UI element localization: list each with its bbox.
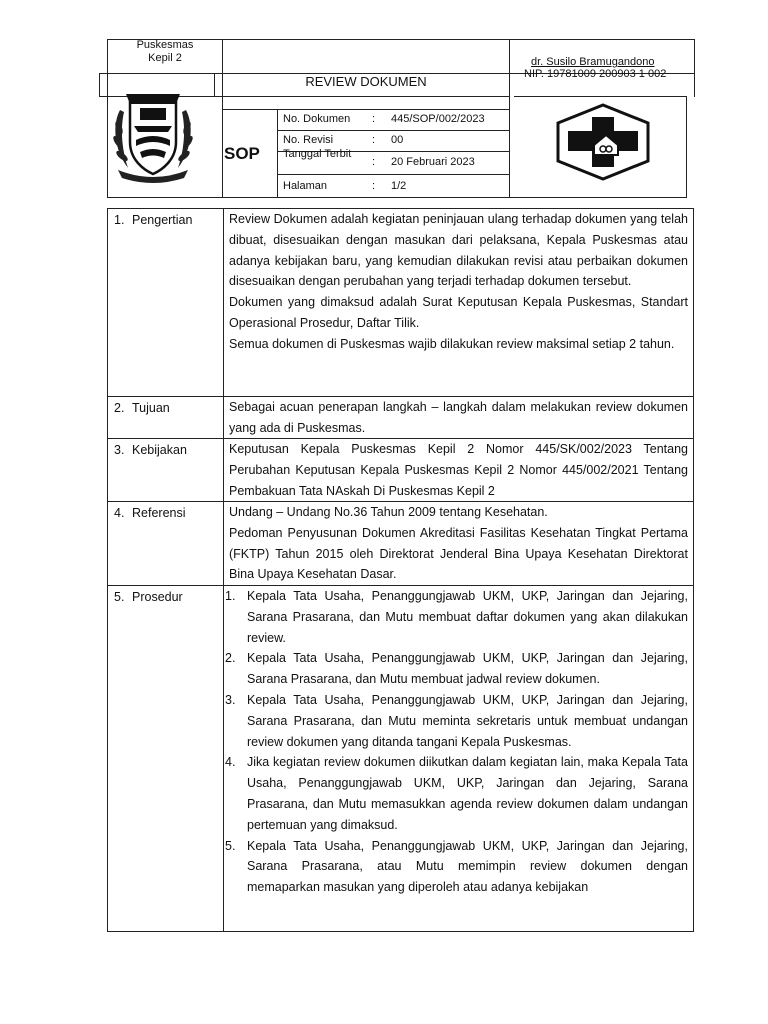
paragraph: Semua dokumen di Puskesmas wajib dilakukan review maksimal setiap 2 tahun. xyxy=(229,336,675,351)
step-text: Kepala Tata Usaha, Penanggungjawab UKM, UKP, Jaringan dan Jejaring, Sarana Prasarana, atau Mutu memimpin review dokumen dengan memaparkan masukan yang diperoleh atau adanya kebijakan xyxy=(247,838,688,895)
meta-sep: : xyxy=(372,134,376,146)
step-number: 3. xyxy=(225,692,236,707)
paragraph: Dokumen yang dimaksud adalah Surat Keputusan Kepala Puskesmas, Standart Operasional Prosedur, Daftar Tilik. xyxy=(229,295,688,330)
procedure-step xyxy=(225,752,688,835)
meta-label: No. Revisi xyxy=(283,134,334,146)
puskesmas-cross-house-icon xyxy=(538,103,668,181)
procedure-step xyxy=(225,586,688,648)
step-text: Jika kegiatan review dokumen diikutkan dalam kegiatan lain, maka Kepala Tata Usaha, Penanggungjawab UKM, UKP, Jaringan dan Jejaring, Sarana Prasarana, dan Mutu memasukkan agenda review dokumen dalam undangan pertemuan yang dimaksud. xyxy=(247,755,688,832)
org-name-line1: Puskesmas xyxy=(136,39,194,51)
section-label xyxy=(114,398,170,419)
section-number: 1. xyxy=(114,213,125,227)
step-text: Kepala Tata Usaha, Penanggungjawab UKM, UKP, Jaringan dan Jejaring, Sarana Prasarana, dan Mutu membuat jadwal review dokumen. xyxy=(247,651,688,687)
paragraph: Keputusan Kepala Puskesmas Kepil 2 Nomor 445/SK/002/2023 Tentang Perubahan Keputusan Kepala Puskesmas Kepil 2 Nomor 445/002/2021 Tentang Pembakuan Tata NAskah Di Puskesmas Kepil 2 xyxy=(229,442,688,498)
step-text: Kepala Tata Usaha, Penanggungjawab UKM, UKP, Jaringan dan Jejaring, Sarana Prasarana, dan Mutu meminta sekretaris untuk membuat undangan review dokumen yang ditanda tangani Kepala Puskesmas. xyxy=(247,692,688,749)
meta-value: 1/2 xyxy=(391,180,407,192)
paragraph: Undang – Undang No.36 Tahun 2009 tentang Kesehatan. xyxy=(229,505,548,519)
step-number: 1. xyxy=(225,589,236,603)
meta-value: 00 xyxy=(391,134,404,146)
section-row xyxy=(108,501,693,586)
section-body xyxy=(229,397,688,439)
section-label xyxy=(114,440,187,461)
step-number: 2. xyxy=(225,651,236,666)
step-number: 4. xyxy=(225,755,236,770)
paragraph: Review Dokumen adalah kegiatan peninjauan ulang terhadap dokumen yang telah dibuat, disesuaikan dengan masukan dari pelaksana, Kepala Puskesmas atau adanya kebijakan baru, yang kemudian dilakukan revisi atau perbaikan dokumen disesuaikan dengan perubahan yang terjadi terhadap dokumen tersebut. xyxy=(229,212,688,289)
meta-label: Halaman xyxy=(283,180,328,192)
sop-content-table xyxy=(107,208,694,932)
paragraph: Pedoman Penyusunan Dokumen Akreditasi Fasilitas Kesehatan Tingkat Pertama (FKTP) Tahun 2015 oleh Direktorat Jenderal Bina Upaya Kesehatan Direktorat Bina Upaya Kesehatan Dasar. xyxy=(229,525,688,582)
section-row xyxy=(108,438,693,502)
procedure-step xyxy=(225,836,688,898)
section-body xyxy=(229,502,688,585)
section-title: Referensi xyxy=(132,506,186,520)
meta-sep: : xyxy=(372,113,376,125)
procedure-step xyxy=(225,690,688,752)
meta-value: 20 Februari 2023 xyxy=(391,156,475,168)
section-title: Pengertian xyxy=(132,213,193,227)
section-title: Tujuan xyxy=(132,401,170,415)
meta-value: 445/SOP/002/2023 xyxy=(391,113,485,125)
sop-label: SOP xyxy=(224,144,260,163)
paragraph: Sebagai acuan penerapan langkah – langkah dalam melakukan review dokumen yang ada di Puskesmas. xyxy=(229,400,688,435)
procedure-step xyxy=(225,648,688,690)
section-number: 2. xyxy=(114,401,125,415)
signer-name: dr. Susilo Bramugandono xyxy=(531,56,655,68)
org-name-line2: Kepil 2 xyxy=(148,52,182,64)
section-row xyxy=(108,396,693,439)
document-title: REVIEW DOKUMEN xyxy=(305,74,427,89)
step-text: Kepala Tata Usaha, Penanggungjawab UKM, UKP, Jaringan dan Jejaring, Sarana Prasarana, dan Mutu membuat daftar dokumen yang akan dilakukan review. xyxy=(247,589,688,645)
meta-label: Tanggal Terbit xyxy=(283,148,352,160)
procedure-list xyxy=(225,586,688,898)
section-label xyxy=(114,503,186,524)
section-label xyxy=(114,210,192,231)
section-number: 5. xyxy=(114,590,125,604)
section-title: Prosedur xyxy=(132,590,183,604)
regency-crest-icon xyxy=(110,80,196,184)
section-number: 4. xyxy=(114,506,125,520)
section-title: Kebijakan xyxy=(132,443,187,457)
section-row xyxy=(108,209,693,397)
meta-sep: : xyxy=(372,180,376,192)
section-body xyxy=(229,209,688,355)
section-body xyxy=(229,439,688,501)
signer-nip: NIP. 19781009 200903 1 002 xyxy=(524,68,667,80)
section-row xyxy=(108,585,693,932)
meta-sep: : xyxy=(372,156,376,168)
step-number: 5. xyxy=(225,838,236,853)
section-label xyxy=(114,587,183,608)
section-number: 3. xyxy=(114,443,125,457)
meta-label: No. Dokumen xyxy=(283,113,351,125)
